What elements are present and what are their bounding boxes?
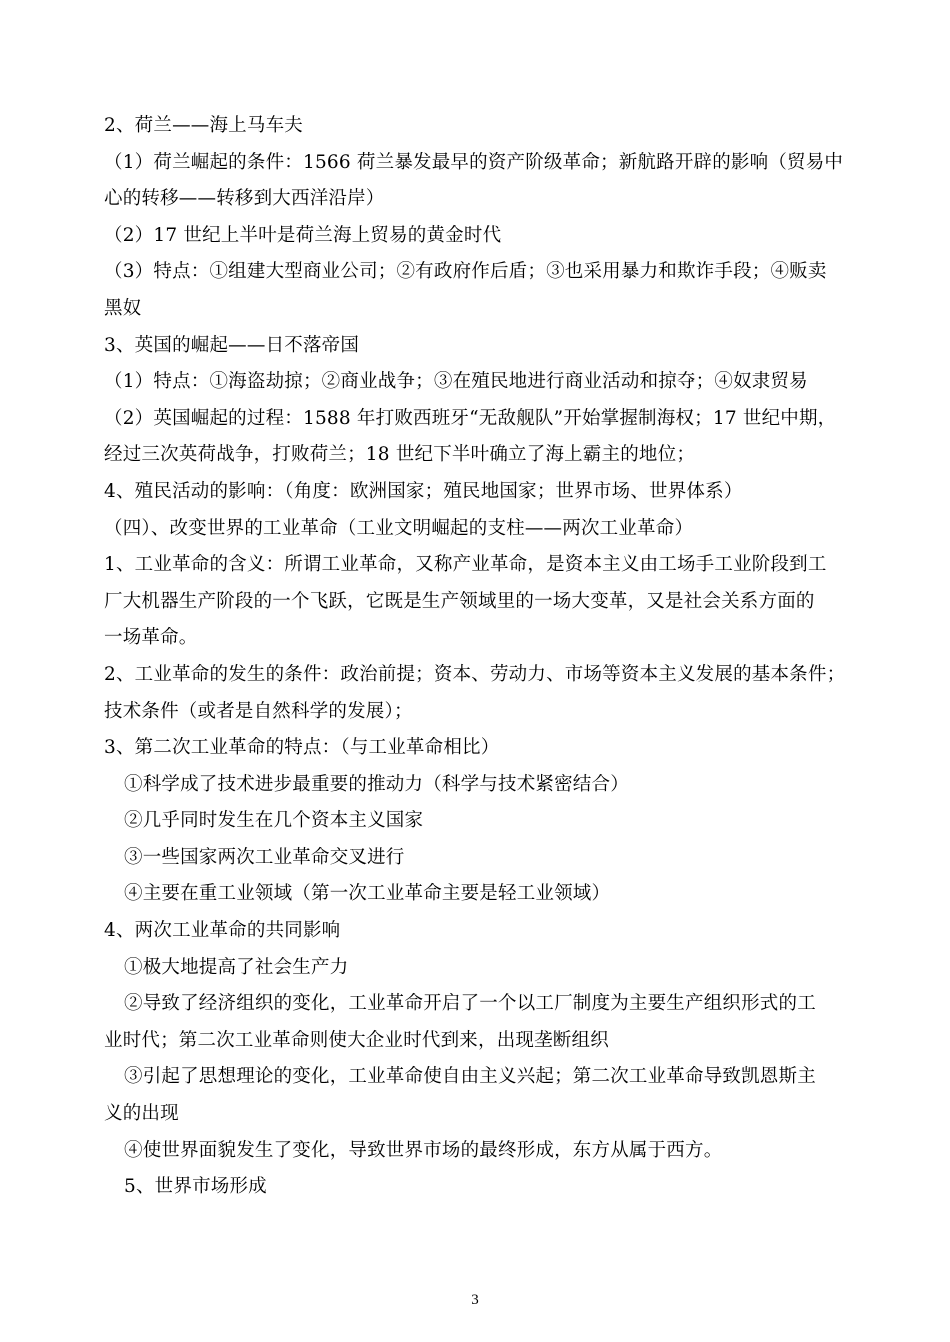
text-line: 厂大机器生产阶段的一个飞跃，它既是生产领域里的一场大变革，又是社会关系方面的	[104, 590, 815, 612]
text-line: ②导致了经济组织的变化，工业革命开启了一个以工厂制度为主要生产组织形式的工	[124, 993, 816, 1015]
page-number: 3	[471, 1292, 479, 1308]
text-line: 义的出现	[104, 1103, 179, 1125]
text-line: 2、工业革命的发生的条件：政治前提；资本、劳动力、市场等资本主义发展的基本条件；	[104, 663, 846, 685]
text-line: （2）17 世纪上半叶是荷兰海上贸易的黄金时代	[104, 224, 502, 246]
text-line: （2）英国崛起的过程：1588 年打败西班牙“无敌舰队”开始掌握制海权；17 世纪中期，	[104, 407, 837, 429]
text-line: 2、荷兰——海上马车夫	[104, 115, 303, 136]
text-line: ④主要在重工业领域（第一次工业革命主要是轻工业领域）	[124, 883, 611, 905]
text-line: 4、殖民活动的影响：（角度：欧洲国家；殖民地国家；世界市场、世界体系）	[104, 480, 743, 502]
text-line: 3、英国的崛起——日不落帝国	[104, 334, 360, 356]
text-line: 5、世界市场形成	[124, 1176, 267, 1198]
document-body	[104, 108, 846, 1206]
text-line: ④使世界面貌发生了变化，导致世界市场的最终形成，东方从属于西方。	[124, 1139, 723, 1161]
text-line: （四）、改变世界的工业革命（工业文明崛起的支柱——两次工业革命）	[104, 517, 694, 539]
text-line: 3、第二次工业革命的特点：（与工业革命相比）	[104, 737, 500, 759]
text-line: 技术条件（或者是自然科学的发展）；	[104, 700, 413, 722]
text-line: 4、两次工业革命的共同影响	[104, 920, 341, 942]
text-line: （3）特点：①组建大型商业公司；②有政府作后盾；③也采用暴力和欺诈手段；④贩卖	[104, 261, 827, 283]
text-line: ②几乎同时发生在几个资本主义国家	[124, 810, 424, 832]
text-line: （1）特点：①海盗劫掠；②商业战争；③在殖民地进行商业活动和掠夺；④奴隶贸易	[104, 371, 808, 393]
text-line: 1、工业革命的含义：所谓工业革命，又称产业革命，是资本主义由工场手工业阶段到工	[104, 554, 827, 576]
text-line: 一场革命。	[104, 627, 198, 649]
text-line: 业时代；第二次工业革命则使大企业时代到来，出现垄断组织	[104, 1029, 609, 1051]
text-line: ①科学成了技术进步最重要的推动力（科学与技术紧密结合）	[124, 773, 629, 795]
text-line: ①极大地提高了社会生产力	[124, 956, 349, 978]
text-line: ③引起了思想理论的变化，工业革命使自由主义兴起；第二次工业革命导致凯恩斯主	[124, 1066, 816, 1088]
text-line: 心的转移——转移到大西洋沿岸）	[104, 188, 385, 210]
text-line: 黑奴	[104, 297, 142, 319]
text-line: ③一些国家两次工业革命交叉进行	[124, 846, 405, 868]
text-line: 经过三次英荷战争，打败荷兰；18 世纪下半叶确立了海上霸主的地位；	[104, 444, 696, 466]
text-line: （1）荷兰崛起的条件：1566 荷兰暴发最早的资产阶级革命；新航路开辟的影响（贸易中	[104, 151, 844, 173]
